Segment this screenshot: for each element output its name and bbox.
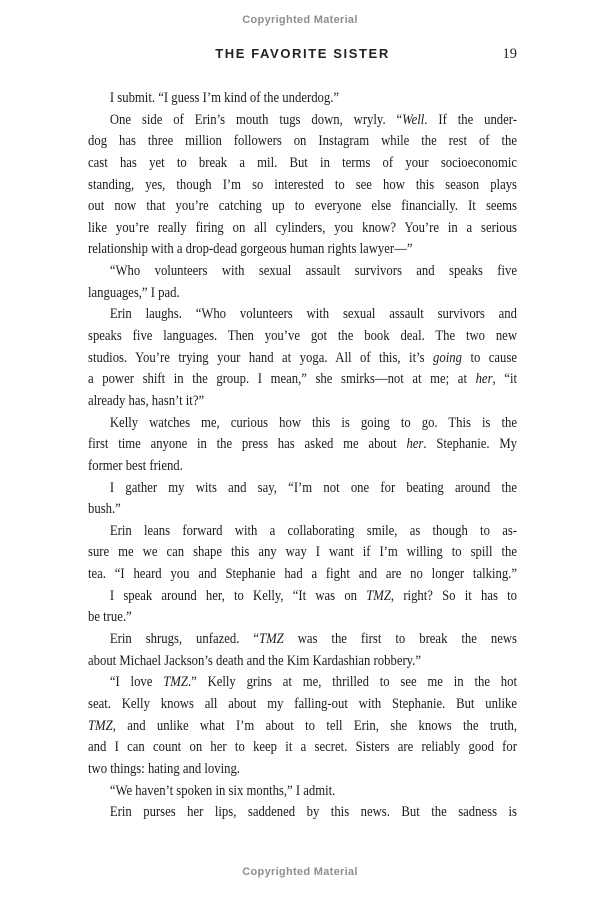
text-line	[88, 283, 517, 305]
text-segment: I submit. “I guess I’m kind of the underdog.”	[109, 90, 340, 106]
text-line	[88, 781, 517, 803]
text-line	[88, 607, 517, 629]
text-segment: , “it	[492, 371, 517, 388]
body-text-column	[88, 88, 517, 824]
text-segment: standing, yes, though I’m so interested to see how this season plays	[88, 176, 517, 193]
text-segment: “We haven’t spoken in six months,” I admit.	[109, 782, 336, 799]
text-segment: languages,” I pad.	[88, 284, 180, 301]
text-line	[88, 239, 517, 261]
text-segment: to cause	[461, 349, 517, 366]
italic-segment: TMZ	[88, 717, 113, 734]
text-line	[88, 391, 517, 413]
text-line	[88, 131, 517, 153]
text-segment: first time anyone in the press has asked me about	[88, 436, 407, 453]
text-segment: tea. “I heard you and Stephanie had a fight and are no longer talking.”	[88, 566, 517, 583]
copyright-watermark-bottom: Copyrighted Material	[242, 866, 358, 878]
italic-segment: going	[433, 349, 462, 366]
text-segment: “Who volunteers with sexual assault survivors and speaks five	[109, 263, 517, 280]
page-number: 19	[502, 46, 517, 62]
text-segment: out now that you’re catching up to everyone else financially. It seems	[88, 198, 517, 215]
text-line	[88, 672, 517, 694]
text-line	[88, 369, 517, 391]
text-segment: . Stephanie. My	[423, 436, 517, 453]
text-segment: two things: hating and loving.	[88, 760, 240, 777]
text-segment: , and unlike what I’m about to tell Erin, she knows the truth,	[112, 717, 517, 734]
text-segment: Erin leans forward with a collaborating smile, as though to as-	[109, 522, 517, 539]
italic-segment: her	[406, 436, 424, 453]
text-segment: was the first to break the news	[283, 631, 517, 648]
text-line	[88, 802, 517, 824]
italic-segment: TMZ	[259, 631, 284, 648]
text-line	[88, 175, 517, 197]
text-segment: dog has three million followers on Instagram while the rest of the	[88, 133, 517, 150]
copyright-watermark-top: Copyrighted Material	[242, 14, 358, 26]
italic-segment: Well	[402, 111, 425, 128]
text-line	[88, 586, 517, 608]
text-segment: seat. Kelly knows all about my falling-out with Stephanie. But unlike	[88, 695, 517, 712]
text-line	[88, 261, 517, 283]
text-line	[88, 434, 517, 456]
text-line	[88, 218, 517, 240]
italic-segment: TMZ	[366, 587, 391, 604]
text-line	[88, 478, 517, 500]
text-segment: I speak around her, to Kelly, “It was on	[109, 587, 367, 604]
text-segment: Kelly watches me, curious how this is going to go. This is the	[109, 414, 517, 431]
text-line	[88, 737, 517, 759]
text-segment: about Michael Jackson’s death and the Kim Kardashian robbery.”	[88, 652, 422, 669]
text-line	[88, 651, 517, 673]
text-segment: One side of Erin’s mouth tugs down, wryly. “	[109, 111, 403, 128]
text-segment: “I love	[109, 674, 164, 691]
text-segment: sure me we can shape this any way I want if I’m willing to spill the	[88, 544, 517, 561]
text-segment: . If the under-	[424, 111, 517, 128]
text-line	[88, 499, 517, 521]
text-segment: relationship with a drop-dead gorgeous human rights lawyer—”	[88, 241, 413, 258]
text-line	[88, 304, 517, 326]
text-segment: bush.”	[88, 501, 121, 518]
text-line	[88, 542, 517, 564]
text-segment: Erin purses her lips, saddened by this news. But the sadness is	[109, 804, 517, 821]
text-segment: already has, hasn’t it?”	[88, 392, 205, 409]
text-line	[88, 521, 517, 543]
text-line	[88, 413, 517, 435]
text-line	[88, 629, 517, 651]
text-segment: former best friend.	[88, 457, 183, 474]
text-line	[88, 326, 517, 348]
text-line	[88, 694, 517, 716]
text-line	[88, 348, 517, 370]
text-line	[88, 564, 517, 586]
text-segment: I gather my wits and say, “I’m not one for beating around the	[109, 479, 517, 496]
text-segment: studios. You’re trying your hand at yoga. All of this, it’s	[88, 349, 434, 366]
text-line	[88, 153, 517, 175]
text-segment: Erin laughs. “Who volunteers with sexual assault survivors and	[109, 306, 517, 323]
italic-segment: her	[475, 371, 493, 388]
text-segment: speaks five languages. Then you’ve got the book deal. The two new	[88, 328, 517, 345]
text-line	[88, 196, 517, 218]
text-segment: Erin shrugs, unfazed. “	[109, 631, 260, 648]
text-segment: be true.”	[88, 609, 132, 626]
text-line	[88, 759, 517, 781]
text-line	[88, 456, 517, 478]
book-title-header: THE FAVORITE SISTER	[215, 46, 390, 61]
text-segment: , right? So it has to	[390, 587, 517, 604]
text-segment: like you’re really firing on all cylinders, you know? You’re in a serious	[88, 219, 517, 236]
running-head	[88, 46, 517, 64]
italic-segment: TMZ	[163, 674, 188, 691]
text-segment: a power shift in the group. I mean,” she smirks—not at me; at	[88, 371, 476, 388]
text-line	[88, 88, 517, 110]
text-line	[88, 110, 517, 132]
text-segment: cast has yet to break a mil. But in terms of your socioeconomic	[88, 154, 517, 171]
text-segment: and I can count on her to keep it a secret. Sisters are reliably good for	[88, 739, 517, 756]
text-segment: .” Kelly grins at me, thrilled to see me in the hot	[187, 674, 517, 691]
text-line	[88, 716, 517, 738]
